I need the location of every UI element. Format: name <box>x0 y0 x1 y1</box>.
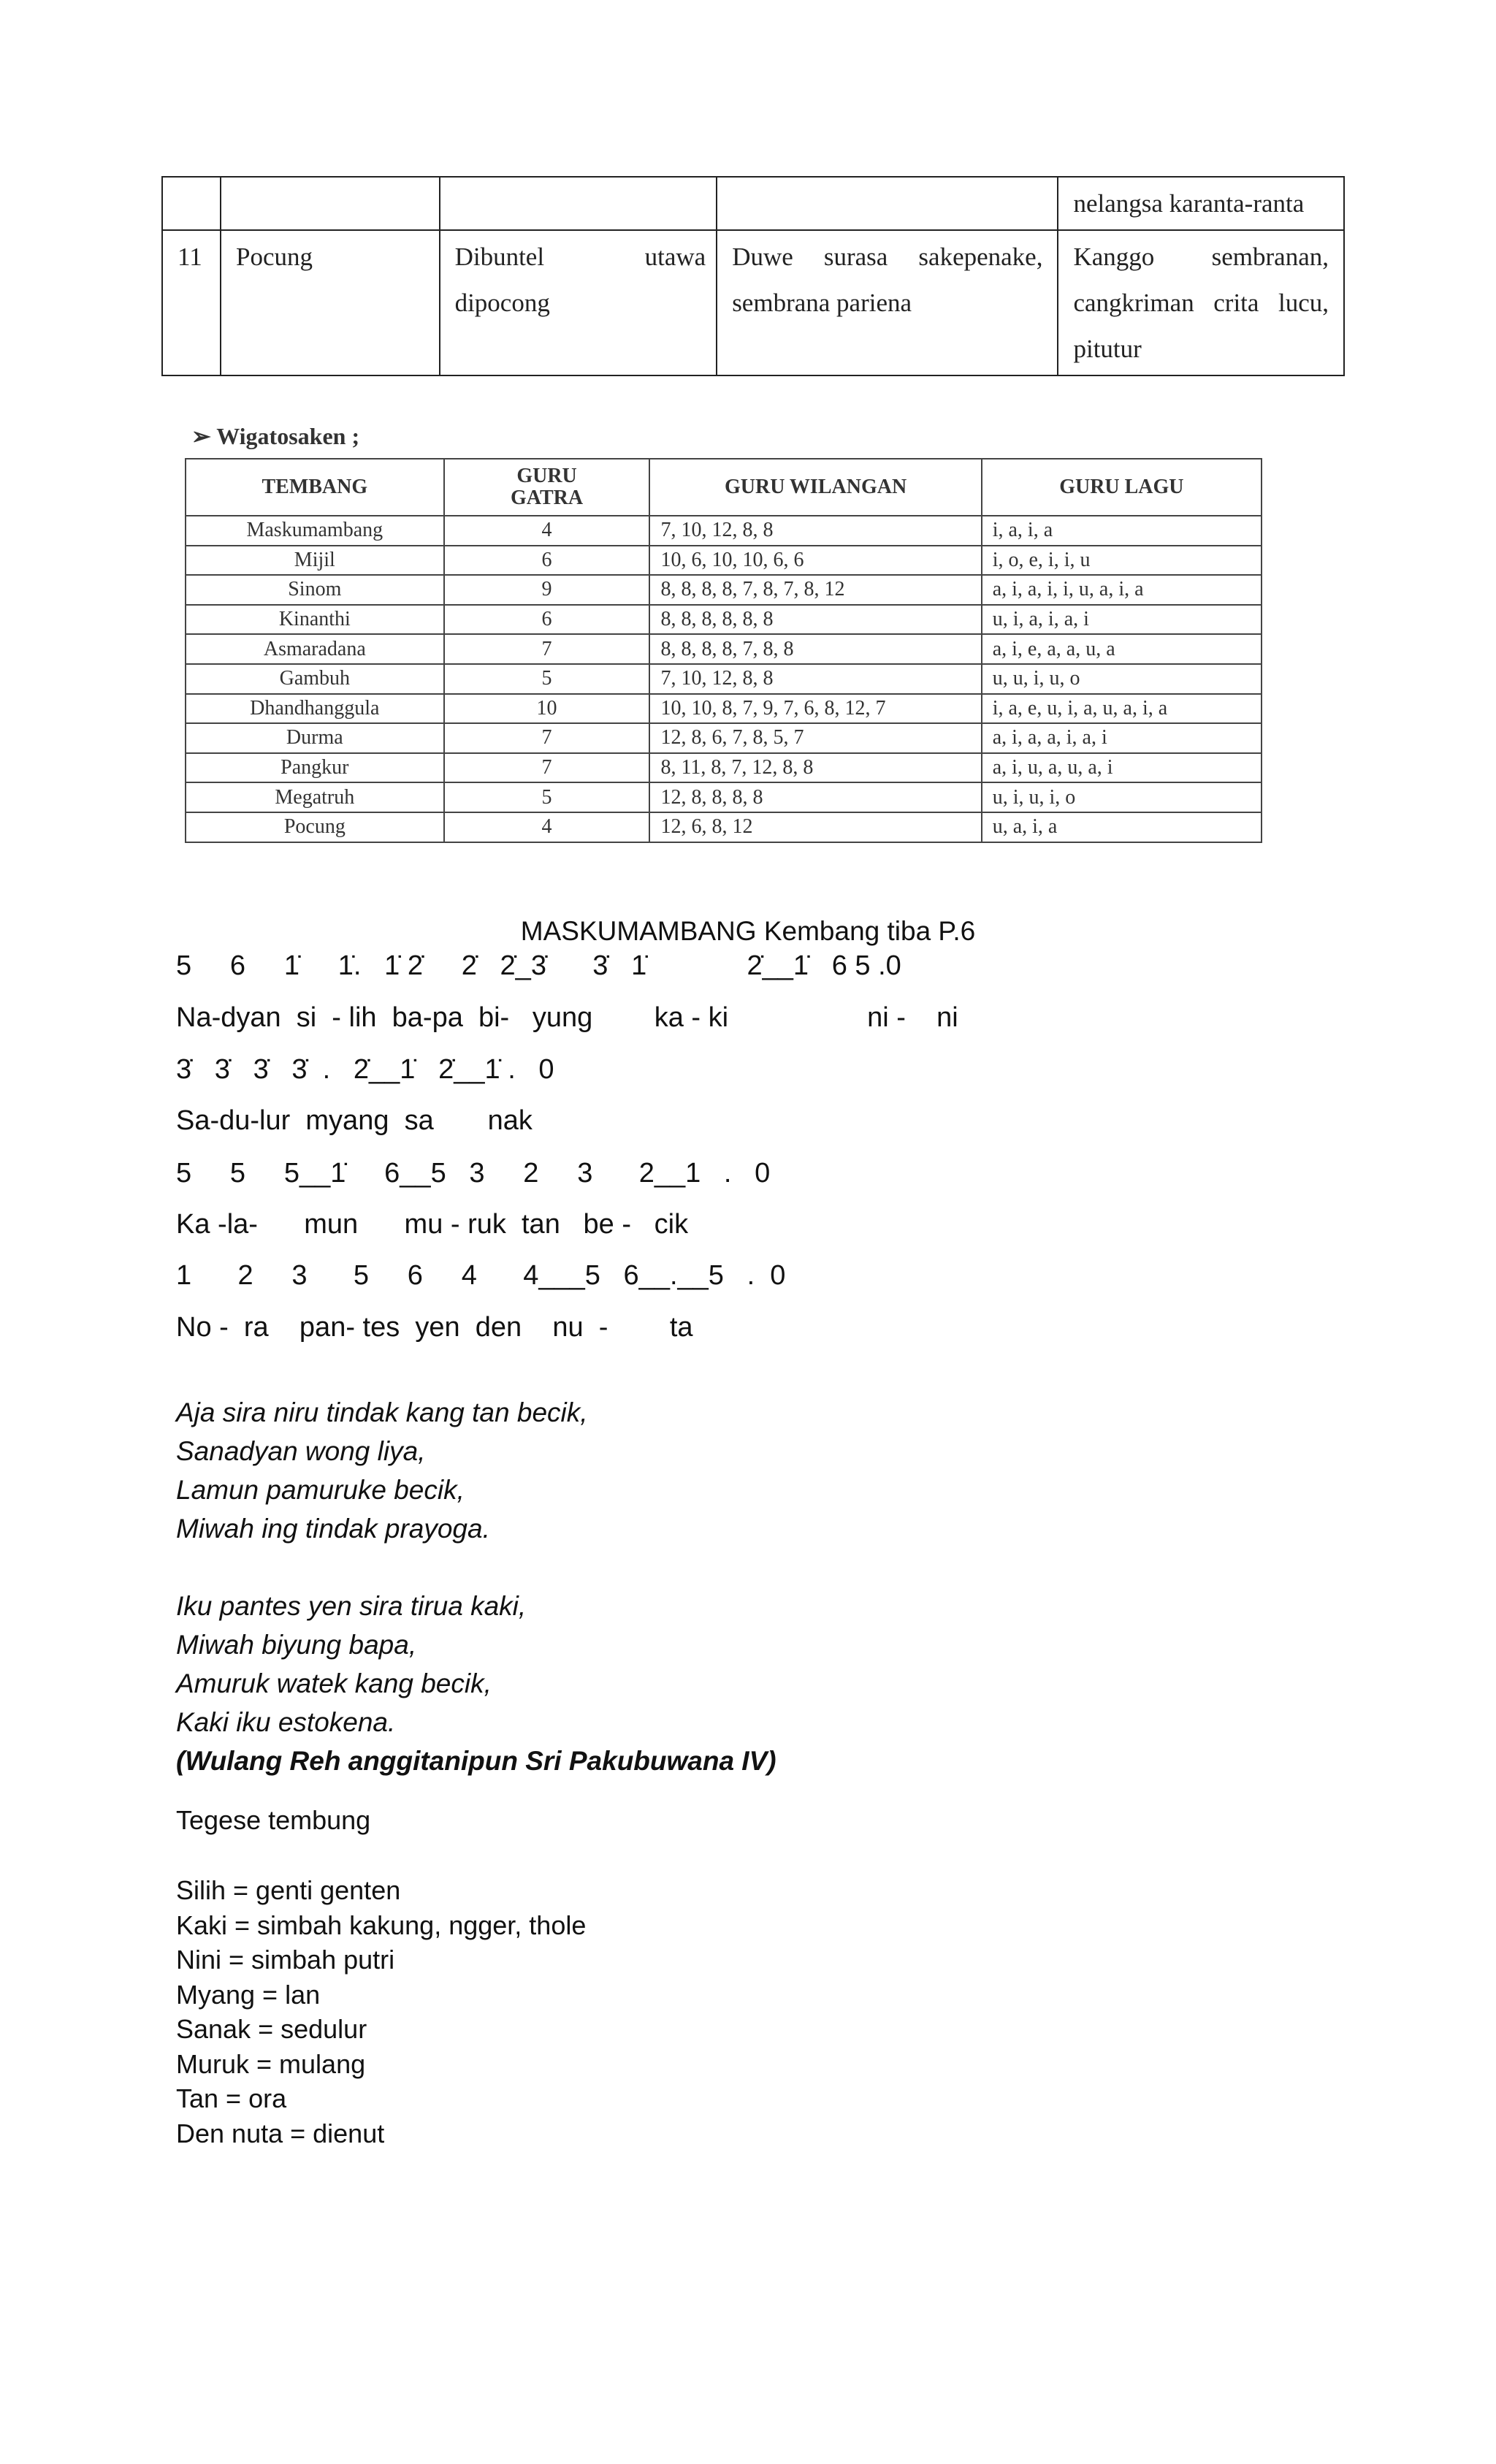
lagu-cell: a, i, a, a, i, a, i <box>982 723 1262 753</box>
column-header: TEMBANG <box>186 459 444 516</box>
lagu-cell: i, o, e, i, i, u <box>982 546 1262 576</box>
song-title: MASKUMAMBANG Kembang tiba P.6 <box>520 916 976 946</box>
poem-line: Lamun pamuruke becik, <box>176 1475 465 1505</box>
tembang-cell: Maskumambang <box>186 516 444 546</box>
glossary-item: Myang = lan <box>176 1979 321 2010</box>
poem-line: Sanadyan wong liya, <box>176 1436 426 1466</box>
poem-line: Iku pantes yen sira tirua kaki, <box>176 1591 527 1621</box>
gatra-cell: 9 <box>444 575 650 605</box>
notation-line: 5 6 1̇ 1̇. 1̇ 2̇ 2̇ 2̇_3̇ 3̇ 1̇ 2̇__1̇ 6 5 .0 <box>176 950 901 981</box>
table-row <box>162 177 1344 230</box>
table-row <box>162 230 1344 375</box>
wilangan-cell: 8, 11, 8, 7, 12, 8, 8 <box>649 753 981 783</box>
poem-stanza-2 <box>176 1587 776 1780</box>
tembang-name: Pocung <box>221 230 440 375</box>
tembang-cell: Pocung <box>186 812 444 842</box>
lyric-line: No - ra pan- tes yen den nu - ta <box>176 1312 693 1343</box>
wilangan-cell: 12, 8, 6, 7, 8, 5, 7 <box>649 723 981 753</box>
meaning-word: utawa <box>644 243 706 271</box>
poem-line: Amuruk watek kang becik, <box>176 1668 492 1698</box>
column-header: GURU LAGU <box>982 459 1262 516</box>
tembang-watak: Duwe surasa sakepenake, sembrana pariena <box>717 230 1058 375</box>
table-cell <box>717 177 1058 230</box>
column-header: GURU WILANGAN <box>649 459 981 516</box>
poem-source: (Wulang Reh anggitanipun Sri Pakubuwana IV) <box>176 1746 776 1776</box>
lagu-cell: u, i, a, i, a, i <box>982 605 1262 635</box>
wilangan-cell: 7, 10, 12, 8, 8 <box>649 516 981 546</box>
gatra-cell: 10 <box>444 694 650 724</box>
lagu-cell: a, i, u, a, u, a, i <box>982 753 1262 783</box>
table-row <box>186 753 1262 783</box>
lyric-line: Sa-du-lur myang sa nak <box>176 1105 533 1136</box>
table-row <box>186 694 1262 724</box>
tembang-cell: Pangkur <box>186 753 444 783</box>
gatra-cell: 7 <box>444 753 650 783</box>
notation-line: 1 2 3 5 6 4 4___5 6__.__5 . 0 <box>176 1260 786 1291</box>
tembang-cell: Gambuh <box>186 664 444 694</box>
table-row <box>186 605 1262 635</box>
wilangan-cell: 7, 10, 12, 8, 8 <box>649 664 981 694</box>
table-header-row <box>186 459 1262 516</box>
glossary-item: Muruk = mulang <box>176 2048 366 2079</box>
meaning-word: dipocong <box>454 289 550 317</box>
lagu-cell: u, u, i, u, o <box>982 664 1262 694</box>
tembang-meaning <box>440 230 717 375</box>
gatra-cell: 7 <box>444 723 650 753</box>
wilangan-cell: 8, 8, 8, 8, 7, 8, 7, 8, 12 <box>649 575 981 605</box>
table-row <box>186 516 1262 546</box>
column-header: GURU GATRA <box>444 459 650 516</box>
glossary-item: Tan = ora <box>176 2083 287 2113</box>
tembang-table-continuation <box>161 176 1345 376</box>
tembang-cell: Sinom <box>186 575 444 605</box>
table-row <box>186 782 1262 812</box>
glossary-item: Nini = simbah putri <box>176 1945 395 1975</box>
gatra-cell: 4 <box>444 516 650 546</box>
lyric-line: Na-dyan si - lih ba-pa bi- yung ka - ki ni - ni <box>176 1002 958 1033</box>
table-row <box>186 723 1262 753</box>
gatra-cell: 4 <box>444 812 650 842</box>
table-row <box>186 664 1262 694</box>
notation-line: 3̇ 3̇ 3̇ 3̇ . 2̇__1̇ 2̇__1̇ . 0 <box>176 1054 554 1085</box>
table-row <box>186 634 1262 664</box>
wilangan-cell: 12, 8, 8, 8, 8 <box>649 782 981 812</box>
gatra-cell: 5 <box>444 664 650 694</box>
tembang-use: Kanggo sembranan, cangkriman crita lucu, pitutur <box>1058 230 1344 375</box>
glossary-item: Silih = genti genten <box>176 1875 401 1905</box>
meaning-word: Dibuntel <box>454 243 545 271</box>
wilangan-cell: 8, 8, 8, 8, 7, 8, 8 <box>649 634 981 664</box>
table-row <box>186 546 1262 576</box>
table-cell <box>221 177 440 230</box>
notation-line: 5 5 5__1̇ 6__5 3 2 3 2__1 . 0 <box>176 1158 771 1189</box>
wigatosaken-heading: ➢ Wigatosaken ; <box>191 423 360 449</box>
glossary-heading: Tegese tembung <box>176 1805 371 1835</box>
table-cell: nelangsa karanta-ranta <box>1058 177 1344 230</box>
row-number: 11 <box>162 230 221 375</box>
glossary-item: Sanak = sedulur <box>176 2014 367 2044</box>
glossary-item: Den nuta = dienut <box>176 2118 385 2148</box>
table-row <box>186 812 1262 842</box>
tembang-cell: Mijil <box>186 546 444 576</box>
wilangan-cell: 10, 10, 8, 7, 9, 7, 6, 8, 12, 7 <box>649 694 981 724</box>
wilangan-cell: 10, 6, 10, 10, 6, 6 <box>649 546 981 576</box>
lagu-cell: a, i, e, a, a, u, a <box>982 634 1262 664</box>
table-cell <box>440 177 717 230</box>
tembang-cell: Megatruh <box>186 782 444 812</box>
lagu-cell: u, i, u, i, o <box>982 782 1262 812</box>
gatra-cell: 5 <box>444 782 650 812</box>
gatra-cell: 6 <box>444 546 650 576</box>
poem-line: Miwah ing tindak prayoga. <box>176 1514 490 1544</box>
table-row <box>186 575 1262 605</box>
lagu-cell: a, i, a, i, i, u, a, i, a <box>982 575 1262 605</box>
tembang-cell: Kinanthi <box>186 605 444 635</box>
poem-line: Miwah biyung bapa, <box>176 1630 417 1660</box>
lyric-line: Ka -la- mun mu - ruk tan be - cik <box>176 1209 689 1240</box>
glossary-item: Kaki = simbah kakung, ngger, thole <box>176 1910 587 1940</box>
wilangan-cell: 12, 6, 8, 12 <box>649 812 981 842</box>
guru-table <box>185 458 1262 843</box>
wilangan-cell: 8, 8, 8, 8, 8, 8 <box>649 605 981 635</box>
tembang-cell: Durma <box>186 723 444 753</box>
table-cell <box>162 177 221 230</box>
gatra-cell: 6 <box>444 605 650 635</box>
tembang-cell: Asmaradana <box>186 634 444 664</box>
poem-line: Aja sira niru tindak kang tan becik, <box>176 1397 588 1427</box>
lagu-cell: i, a, e, u, i, a, u, a, i, a <box>982 694 1262 724</box>
tembang-cell: Dhandhanggula <box>186 694 444 724</box>
glossary-list <box>176 1873 586 2151</box>
lagu-cell: u, a, i, a <box>982 812 1262 842</box>
poem-line: Kaki iku estokena. <box>176 1707 396 1737</box>
poem-stanza-1 <box>176 1393 588 1548</box>
lagu-cell: i, a, i, a <box>982 516 1262 546</box>
gatra-cell: 7 <box>444 634 650 664</box>
